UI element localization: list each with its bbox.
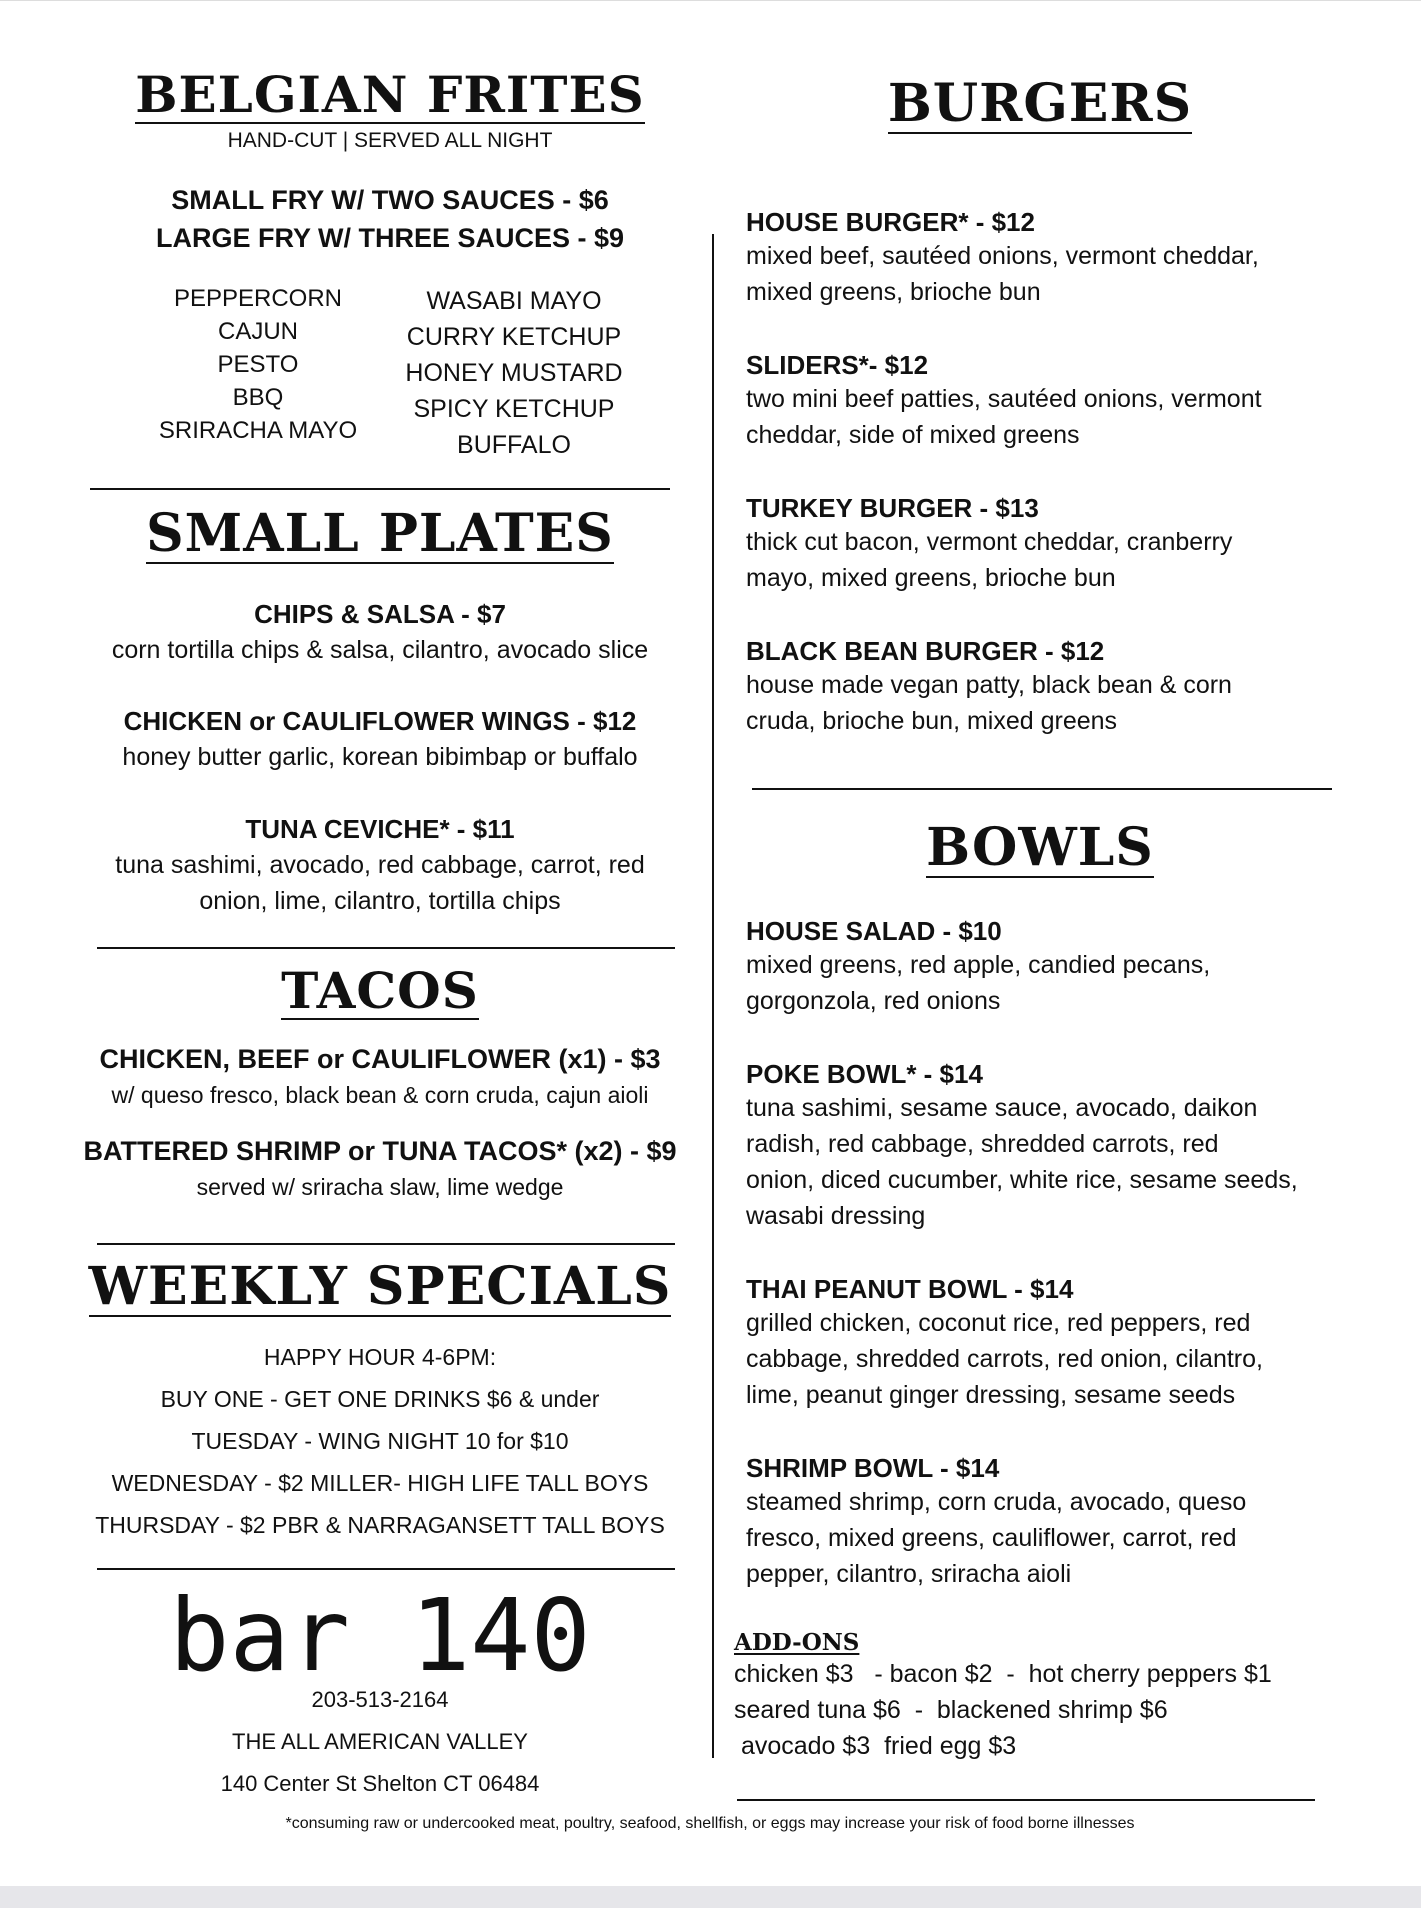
item-description: pepper, cilantro, sriracha aioli xyxy=(746,1560,1072,1588)
item-description: gorgonzola, red onions xyxy=(746,987,1001,1015)
specials-list xyxy=(80,1336,680,1546)
frites-large-price: LARGE FRY W/ THREE SAUCES - $9 xyxy=(155,223,625,253)
menu-item xyxy=(60,1136,700,1205)
sauce-list-left xyxy=(148,282,368,447)
burgers-title: BURGERS xyxy=(887,73,1193,134)
menu-item xyxy=(746,1274,1346,1413)
divider xyxy=(97,947,675,949)
small-plates-title: SMALL PLATES xyxy=(146,503,614,564)
item-name: CHIPS & SALSA - $7 xyxy=(254,599,506,629)
item-description: cruda, brioche bun, mixed greens xyxy=(746,707,1118,735)
menu-item xyxy=(746,1453,1346,1592)
sauce-item: BBQ xyxy=(232,384,284,411)
item-description: onion, diced cucumber, white rice, sesame seeds, xyxy=(746,1166,1298,1194)
frites-title: BELGIAN FRITES xyxy=(135,65,645,124)
divider xyxy=(737,1799,1315,1801)
specials-title: WEEKLY SPECIALS xyxy=(88,1256,672,1317)
divider xyxy=(97,1568,675,1570)
item-name: SHRIMP BOWL - $14 xyxy=(746,1453,1000,1483)
divider xyxy=(90,488,670,490)
food-safety-disclaimer: *consuming raw or undercooked meat, poultry, seafood, shellfish, or eggs may increase your risk of food borne illnesses xyxy=(285,1815,1135,1832)
item-description: mixed greens, brioche bun xyxy=(746,278,1041,306)
sauce-item: HONEY MUSTARD xyxy=(405,359,623,387)
item-name: BATTERED SHRIMP or TUNA TACOS* (x2) - $9 xyxy=(83,1136,677,1166)
menu-item xyxy=(80,814,680,919)
item-description: radish, red cabbage, shredded carrots, red xyxy=(746,1130,1219,1158)
sauce-list-right xyxy=(394,283,634,463)
phone-number: 203-513-2164 xyxy=(311,1687,449,1712)
address: 140 Center St Shelton CT 06484 xyxy=(220,1771,540,1796)
menu-item xyxy=(60,1044,700,1113)
menu-item xyxy=(80,706,680,775)
addons-section xyxy=(734,1629,1374,1764)
item-description: corn tortilla chips & salsa, cilantro, avocado slice xyxy=(111,636,649,664)
sauce-item: SRIRACHA MAYO xyxy=(158,417,358,444)
item-name: TUNA CEVICHE* - $11 xyxy=(245,814,515,844)
venue-name: THE ALL AMERICAN VALLEY xyxy=(232,1729,528,1754)
sauce-item: SPICY KETCHUP xyxy=(413,395,615,423)
item-description: steamed shrimp, corn cruda, avocado, queso xyxy=(746,1488,1247,1516)
tacos-heading xyxy=(80,961,680,1020)
menu-item xyxy=(746,636,1346,739)
menu-item xyxy=(746,350,1346,453)
item-description: served w/ sriracha slaw, lime wedge xyxy=(196,1174,564,1200)
item-description: house made vegan patty, black bean & corn xyxy=(746,671,1232,699)
item-name: HOUSE SALAD - $10 xyxy=(746,916,1002,946)
item-name: SLIDERS*- $12 xyxy=(746,350,929,380)
item-description: tuna sashimi, sesame sauce, avocado, daikon xyxy=(746,1094,1258,1122)
item-description: lime, peanut ginger dressing, sesame seeds xyxy=(746,1381,1236,1409)
item-name: BLACK BEAN BURGER - $12 xyxy=(746,636,1105,666)
special-line: HAPPY HOUR 4-6PM: xyxy=(263,1344,497,1370)
item-name: HOUSE BURGER* - $12 xyxy=(746,207,1035,237)
item-description: grilled chicken, coconut rice, red peppers, red xyxy=(746,1309,1251,1337)
menu-item xyxy=(746,207,1346,310)
item-name: THAI PEANUT BOWL - $14 xyxy=(746,1274,1074,1304)
burgers-heading xyxy=(740,73,1340,134)
special-line: THURSDAY - $2 PBR & NARRAGANSETT TALL BOYS xyxy=(95,1512,665,1538)
item-description: two mini beef patties, sautéed onions, vermont xyxy=(746,385,1262,413)
item-description: w/ queso fresco, black bean & corn cruda, cajun aioli xyxy=(111,1082,649,1108)
frites-small-price: SMALL FRY W/ TWO SAUCES - $6 xyxy=(171,185,609,215)
addon-line: chicken $3 - bacon $2 - hot cherry peppers $1 xyxy=(734,1660,1272,1688)
sauce-item: BUFFALO xyxy=(457,431,571,459)
item-description: mixed beef, sautéed onions, vermont cheddar, xyxy=(746,242,1259,270)
sauce-item: PEPPERCORN xyxy=(173,285,343,312)
item-description: thick cut bacon, vermont cheddar, cranberry xyxy=(746,528,1233,556)
special-line: BUY ONE - GET ONE DRINKS $6 & under xyxy=(160,1386,600,1412)
menu-item xyxy=(746,1059,1346,1234)
bar-logo: bar 140 xyxy=(169,1577,591,1694)
frites-heading xyxy=(90,65,690,124)
specials-heading xyxy=(80,1256,680,1317)
menu-item xyxy=(80,599,680,668)
column-divider xyxy=(712,234,714,1758)
item-name: POKE BOWL* - $14 xyxy=(746,1059,983,1089)
divider xyxy=(97,1243,675,1245)
bowls-heading xyxy=(740,817,1340,878)
item-description: cheddar, side of mixed greens xyxy=(746,421,1080,449)
sauce-item: PESTO xyxy=(217,351,299,378)
menu-item xyxy=(746,916,1346,1019)
sauce-item: CAJUN xyxy=(217,318,298,345)
addons-title: ADD-ONS xyxy=(734,1629,860,1656)
sauce-item: CURRY KETCHUP xyxy=(406,323,622,351)
item-description: tuna sashimi, avocado, red cabbage, carrot, red xyxy=(115,851,645,879)
item-description: onion, lime, cilantro, tortilla chips xyxy=(199,887,561,915)
divider xyxy=(752,788,1332,790)
small-plates-heading xyxy=(80,503,680,564)
item-description: wasabi dressing xyxy=(746,1202,926,1230)
addon-line: avocado $3 fried egg $3 xyxy=(734,1732,1017,1760)
item-name: CHICKEN, BEEF or CAULIFLOWER (x1) - $3 xyxy=(99,1044,661,1074)
item-description: honey butter garlic, korean bibimbap or buffalo xyxy=(122,743,638,771)
special-line: WEDNESDAY - $2 MILLER- HIGH LIFE TALL BOYS xyxy=(111,1470,649,1496)
item-description: fresco, mixed greens, cauliflower, carrot, red xyxy=(746,1524,1237,1552)
bowls-title: BOWLS xyxy=(926,817,1154,878)
special-line: TUESDAY - WING NIGHT 10 for $10 xyxy=(191,1428,569,1454)
addon-line: seared tuna $6 - blackened shrimp $6 xyxy=(734,1696,1168,1724)
item-name: CHICKEN or CAULIFLOWER WINGS - $12 xyxy=(123,706,637,736)
bottom-bar xyxy=(0,1886,1421,1908)
item-name: TURKEY BURGER - $13 xyxy=(746,493,1039,523)
item-description: cabbage, shredded carrots, red onion, cilantro, xyxy=(746,1345,1263,1373)
sauce-item: WASABI MAYO xyxy=(426,287,602,315)
tacos-title: TACOS xyxy=(281,961,479,1020)
frites-subtitle: HAND-CUT | SERVED ALL NIGHT xyxy=(227,129,553,152)
menu-item xyxy=(746,493,1346,596)
item-description: mixed greens, red apple, candied pecans, xyxy=(746,951,1211,979)
item-description: mayo, mixed greens, brioche bun xyxy=(746,564,1116,592)
